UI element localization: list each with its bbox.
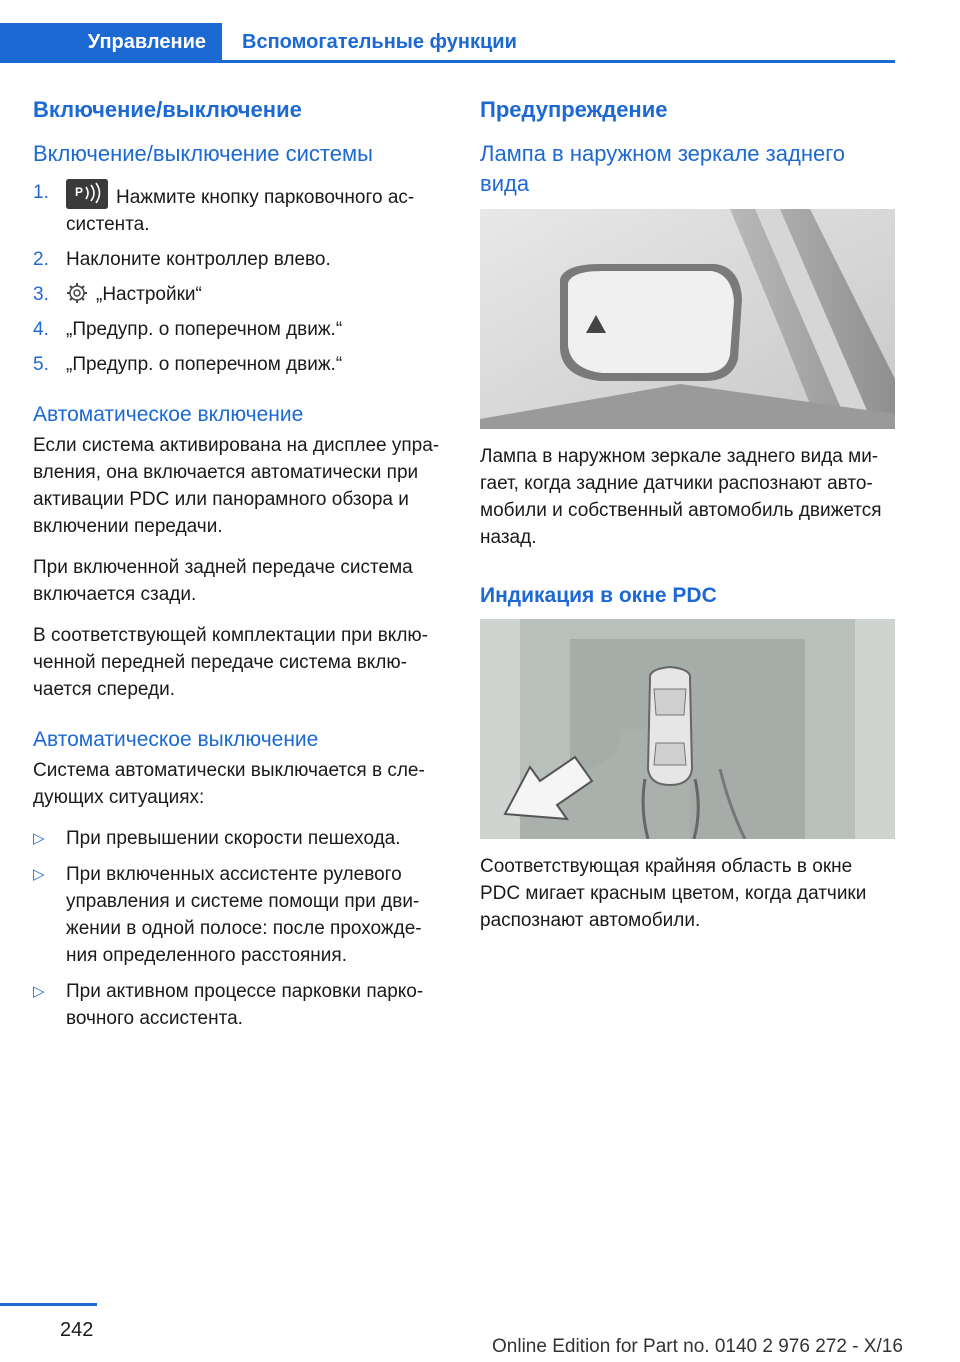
subheading-auto-on: Автоматическое включение [33, 403, 304, 426]
step-number: 1. [33, 182, 49, 203]
subheading-auto-off: Автоматическое выключение [33, 728, 319, 751]
list-item [33, 861, 451, 969]
step-number: 5. [33, 354, 49, 375]
list-item [33, 825, 451, 852]
step-item [33, 179, 451, 238]
paragraph: В соответствующей комплектации при вклю-ченной передней передаче система вклю-чается спереди. [33, 625, 428, 700]
footer-edition: Online Edition for Part no. 0140 2 976 272 - X/16 [492, 1336, 903, 1357]
step-item [33, 246, 451, 273]
paragraph: Система автоматически выключается в сле-дующих ситуациях: [33, 760, 425, 808]
header-tab-assist-functions[interactable]: Вспомогательные функции [242, 31, 517, 53]
header-rule [0, 60, 895, 63]
step-item [33, 316, 451, 343]
subheading-system-on-off: Включение/выключение системы [33, 141, 373, 166]
triangle-bullet-icon: ▷ [33, 830, 45, 847]
paragraph: Если система активирована на дисплее упра-вления, она включается автоматически при активации PDC или панорамного обзора и включении передачи. [33, 435, 440, 537]
step-text: „Предупр. о поперечном движ.“ [66, 319, 343, 340]
step-number: 3. [33, 284, 49, 305]
pdc-button-icon [66, 179, 108, 209]
subheading-mirror-lamp: Лампа в наружном зеркале заднего вида [480, 141, 845, 196]
step-text: „Настройки“ [96, 284, 202, 305]
pdc-display-illustration [480, 619, 895, 839]
page-header [0, 23, 895, 63]
bullet-list [33, 825, 451, 1032]
triangle-bullet-icon: ▷ [33, 866, 45, 883]
list-item-text: При активном процессе парковки парко-вочного ассистента. [66, 981, 424, 1029]
step-item [33, 351, 451, 378]
right-column [480, 95, 895, 948]
subheading-pdc-display: Индикация в окне PDC [480, 584, 717, 607]
step-text: Нажмите кнопку парковочного ас-систента. [66, 187, 415, 235]
paragraph: Соответствующая крайняя область в окне PDC мигает красным цветом, когда датчики распознают автомобили. [480, 856, 867, 931]
page-number: 242 [60, 1319, 94, 1341]
step-number: 4. [33, 319, 49, 340]
vehicle-icon [648, 667, 692, 785]
section-heading-on-off: Включение/выключение [33, 97, 302, 122]
list-item-text: При превышении скорости пешехода. [66, 828, 401, 849]
header-tab-control[interactable]: Управление [0, 23, 222, 61]
paragraph: Лампа в наружном зеркале заднего вида ми-гает, когда задние датчики распознают авто-мобили и собственный автомобиль движется назад. [480, 446, 882, 548]
section-heading-warning: Предупреждение [480, 97, 668, 122]
step-number: 2. [33, 249, 49, 270]
steps-list [33, 179, 451, 378]
list-item [33, 978, 451, 1032]
step-text: „Предупр. о поперечном движ.“ [66, 354, 343, 375]
triangle-bullet-icon: ▷ [33, 983, 45, 1000]
mirror-illustration [480, 209, 895, 429]
list-item-text: При включенных ассистенте рулевого управления и системе помощи при дви-жении в одной полосе: после прохожде-ния определенного расстояния. [66, 864, 422, 966]
paragraph: При включенной задней передаче система включается сзади. [33, 557, 413, 605]
svg-text:P: P [75, 185, 84, 199]
settings-gear-icon [66, 282, 88, 304]
footer-rule [0, 1303, 97, 1306]
step-item [33, 281, 451, 308]
step-text: Наклоните контроллер влево. [66, 249, 331, 270]
left-column [33, 95, 451, 1041]
